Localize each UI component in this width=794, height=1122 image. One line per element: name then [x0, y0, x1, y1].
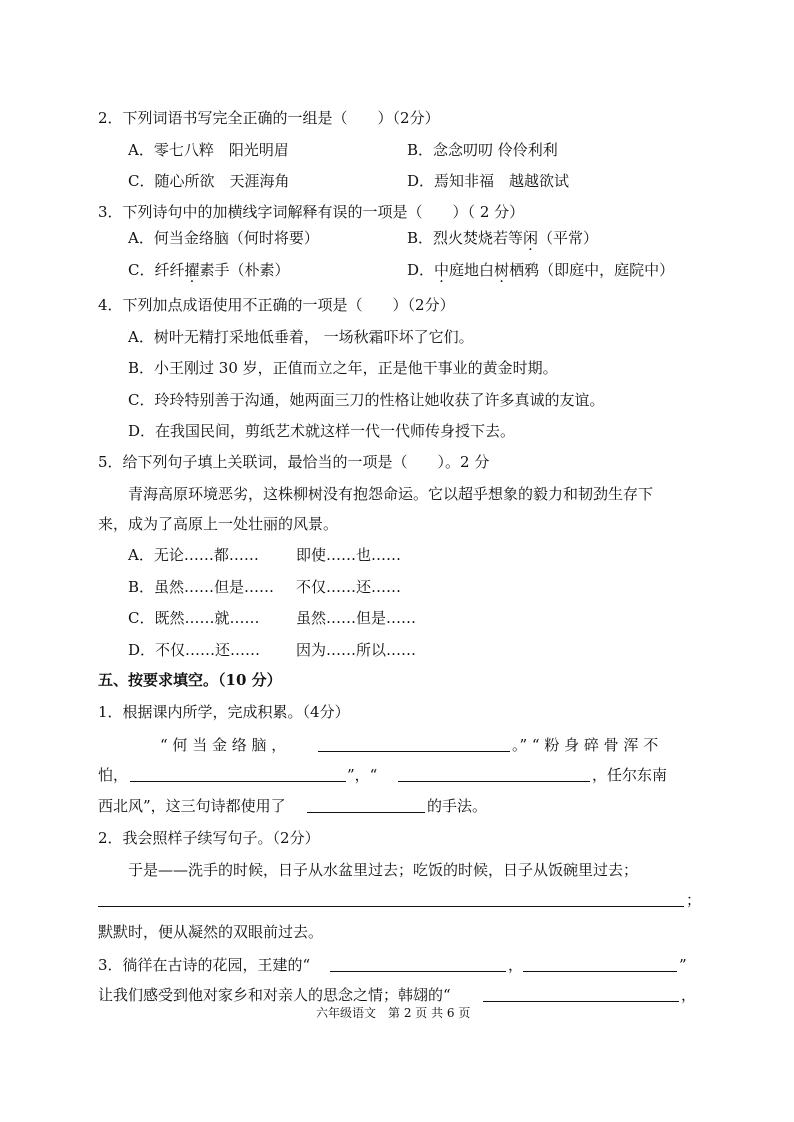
q3-option-b-pre: B．烈火焚烧若等 — [407, 229, 524, 247]
q3-option-d — [407, 260, 674, 280]
fill-q2-stem: 2．我会照样子续写句子。（2分） — [98, 829, 320, 847]
q3-option-c — [128, 260, 290, 280]
q3-option-a: A．何当金络脑（何时将要） — [128, 229, 319, 247]
fill-q1-line2-b: ”，“ — [347, 766, 378, 784]
fill-q1-blank-2[interactable] — [130, 766, 346, 782]
q3-option-d-mid: 庭地白 — [449, 261, 495, 279]
fill-q1-line2-c: ，任尔东南 — [592, 766, 668, 784]
fill-q3-line1-c: ” — [679, 956, 687, 974]
q5-option-d-part1: D．不仅……还…… — [128, 641, 261, 659]
q4-option-d: D．在我国民间，剪纸艺术就这样一代一代师传身授下去。 — [128, 422, 516, 440]
fill-q3-blank-1[interactable] — [330, 956, 506, 972]
q3-option-b — [407, 228, 598, 248]
fill-q2-line3: 默默时，便从凝然的双眼前过去。 — [98, 923, 324, 941]
fill-q2-semicolon: ； — [686, 891, 702, 909]
page-footer: 六年级语文 第 2 页 共 6 页 — [316, 1006, 471, 1020]
q3-stem: 3．下列诗句中的加横线字词解释有误的一项是（ ）（ 2 分） — [98, 203, 525, 221]
q3-option-c-dotted-char: 擢 — [184, 261, 200, 279]
fill-q1-line3-b: 的手法。 — [427, 797, 488, 815]
fill-q3-line2-b: ， — [681, 986, 697, 1004]
fill-q2-blank[interactable] — [98, 891, 684, 907]
fill-q3-line1-a: 3．徜徉在古诗的花园，王建的“ — [98, 956, 311, 974]
fill-q1-blank-4[interactable] — [307, 797, 425, 813]
q5-passage-line-2: 来，成为了高原上一处壮丽的风景。 — [98, 515, 339, 533]
q3-option-d-dotted-char-1: 中 — [434, 261, 450, 279]
q4-option-a: A．树叶无精打采地低垂着， 一场秋霜吓坏了它们。 — [128, 328, 474, 346]
q4-stem: 4．下列加点成语使用不正确的一项是（ ）（2分） — [98, 296, 455, 314]
fill-q3-blank-2[interactable] — [523, 956, 677, 972]
q2-option-b: B．念念叨叨 伶伶利利 — [407, 141, 558, 159]
q5-option-c-part2: 虽然……但是…… — [296, 609, 417, 627]
q5-stem: 5．给下列句子填上关联词，最恰当的一项是（ ）。2 分 — [98, 453, 490, 471]
q2-option-a: A．零七八粹 阳光明眉 — [128, 141, 289, 159]
q2-option-d: D．焉知非福 越越欲试 — [407, 172, 570, 190]
q3-option-d-dotted-char-2: 树 — [494, 261, 510, 279]
q5-option-b-part1: B．虽然……但是…… — [128, 578, 275, 596]
q3-option-c-pre: C．纤纤 — [128, 261, 185, 279]
q3-option-d-pre: D． — [407, 261, 435, 279]
fill-q1-line3-a: 西北风”，这三句诗都使用了 — [98, 797, 286, 815]
fill-q3-line2-a: 让我们感受到他对家乡和对亲人的思念之情；韩翃的“ — [98, 986, 451, 1004]
q4-option-b: B．小王刚过 30 岁，正值而立之年，正是他干事业的黄金时期。 — [128, 359, 558, 377]
fill-q2-example: 于是——洗手的时候，日子从水盆里过去；吃饭的时候，日子从饭碗里过去； — [128, 861, 639, 879]
q3-option-b-dotted-char: 闲 — [523, 229, 539, 247]
q5-option-a-part2: 即使……也…… — [296, 546, 402, 564]
q5-passage-line-1: 青海高原环境恶劣，这株柳树没有抱怨命运。它以超乎想象的毅力和韧劲生存下 — [128, 485, 654, 503]
fill-q1-stem: 1．根据课内所学，完成积累。（4分） — [98, 703, 350, 721]
q2-stem: 2．下列词语书写完全正确的一组是（ ）（2分） — [98, 109, 440, 127]
q5-option-d-part2: 因为……所以…… — [296, 641, 417, 659]
fill-q1-line2-a: 怕， — [98, 766, 129, 784]
q3-option-b-post: （平常） — [538, 229, 599, 247]
q5-option-a-part1: A．无论……都…… — [128, 546, 259, 564]
q5-option-c-part1: C．既然……就…… — [128, 609, 260, 627]
q4-option-c: C．玲玲特别善于沟通，她两面三刀的性格让她收获了许多真诚的友谊。 — [128, 391, 605, 409]
q3-option-d-post: 栖鸦（即庭中，庭院中） — [509, 261, 675, 279]
fill-q1-line1-b: 。” “ 粉 身 碎 骨 浑 不 — [512, 736, 659, 754]
fill-q3-line1-b: ， — [508, 956, 524, 974]
fill-q1-blank-1[interactable] — [318, 736, 510, 752]
fill-q1-blank-3[interactable] — [398, 766, 590, 782]
fill-q3-blank-3[interactable] — [483, 986, 679, 1002]
fill-q1-line1-a: “ 何 当 金 络 脑 ， — [160, 736, 287, 754]
section-five-title: 五、按要求填空。（10 分） — [98, 671, 282, 689]
q3-option-c-post: 素手（朴素） — [199, 261, 290, 279]
q2-option-c: C．随心所欲 天涯海角 — [128, 172, 290, 190]
q5-option-b-part2: 不仅……还…… — [296, 578, 402, 596]
